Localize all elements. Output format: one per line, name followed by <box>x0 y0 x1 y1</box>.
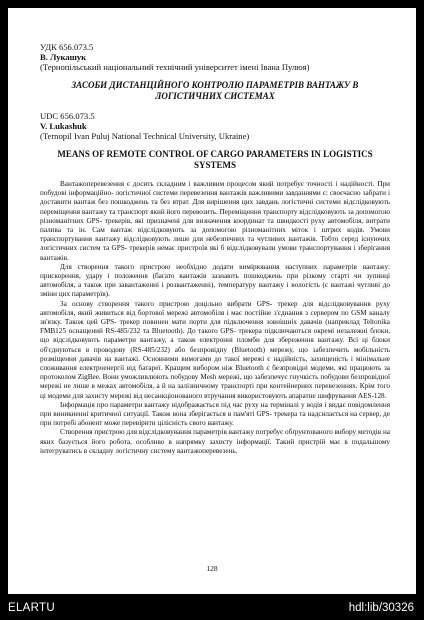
author-name-en: V. Lukashuk <box>40 121 87 131</box>
page-number: 128 <box>206 564 218 573</box>
handle-id: hdl:lib/30326 <box>348 602 414 614</box>
header-en <box>40 111 390 141</box>
paper-page <box>8 8 416 594</box>
paragraph: Створення пристрою для відслідковування параметрів вантажу потребує обґрунтованого вибору методів на яких базується його робота, особливо в напрямку захисту інформації. Такий пристрій має в подальшому інтегруватись в складну логістичну систему вантажоперевезень. <box>40 428 390 455</box>
paragraph: Для створення такого пристрою необхідно додати вимірювання наступних параметрів вантажу: прискорення, удару і положення (багато вантажів зазнають пошкоджень при різкому старті чи зупинці автомобіля, а також при завантаженні і розвантаженні), температуру вантажу і вологість (є вантажі чутливі до зміни цих параметрів). <box>40 262 390 299</box>
paper-body <box>40 180 390 456</box>
paper-title-en: MEANS OF REMOTE CONTROL OF CARGO PARAMETERS IN LOGISTICS SYSTEMS <box>57 149 373 170</box>
author-affiliation-en: (Ternopil Ivan Puluj National Technical University, Ukraine) <box>40 131 250 141</box>
paper-content <box>40 42 390 456</box>
header-ua <box>40 42 390 72</box>
paragraph: За основу створення такого пристрою доцільно вибрати GPS- трекер для відслідковування руху автомобіля, який живиться від бортової мережі автомобіля і має постійне з'єднання з сервером по GSM каналу зв'язку. Також цей GPS- трекер повинен мати порти для підключення зовнішніх давачів (наприклад Teltonika FMB125 оснащений RS-485/232 та Bluetooth). До такого GPS- трекера підключаються окремі незалежні блоки, що відслідковують параметри вантажу, а також електронні пломби для збереження вантажу. Всі ці блоки об'єднуються в проводову (RS-485/232) або безпровідну (Bluetooth) мережу, що забезпечить мобільність розміщення давачів на вантажі. Основними вимогами до такої мережі є надійність, захищеність і мінімальне споживання електроенергії від батареї. Кращим вибором ніж Bluetooth є безпровідні модеми, які працюють за протоколом ZigBee. Вони уможливлюють побудову Mesh мережі, що забезпечує гнучкість побудови безпровідної мережі не лише в межах автомобіля, а й на залізничному транспорті при контейнерних перевезеннях. Крім того ці модеми для захисту мережі від несанкціонованого втручання використовують апаратне шифрування AES-128. <box>40 299 390 400</box>
repository-name: ELARTU <box>8 602 55 614</box>
paragraph: Вантажоперевезення є досить складним і важливим процесом який потребує точності і надійності. При побудові інформаційно- логістичної системи перевезення вантажів важливими завданнями є: своєчасно забрати і доставити вантаж без пошкоджень та без втрат. Для вирішення цих завдань логістичні системи відслідковують переміщення вантажу та транспорт який його перевозить. Переміщення транспорту відслідковують за допомогою різноманітних GPS- трекерів, які призначені для визначення координат та швидкості руху автомобіля, витрати палива та ін. Сам вантаж відслідковують за допомогою різноманітних міток і штрих кодів. Умови транспортування вантажу відслідковують лише для небезпечних та чутливих вантажів. Тобто серед існуючих логістичних систем та GPS- трекерів немає пристроїв які б відслідковували умови транспортування і зберігання вантажів. <box>40 180 390 262</box>
paper-title-ua: ЗАСОБИ ДИСТАНЦІЙНОГО КОНТРОЛЮ ПАРАМЕТРІВ ВАНТАЖУ В ЛОГІСТИЧНИХ СИСТЕМАХ <box>71 80 359 101</box>
author-name: В. Лукашук <box>40 52 87 62</box>
paragraph: Інформація про параметри вантажу відображається під час руху на терміналі у водія і видає повідомлення при виникненні критичної ситуації. Також вона зберігається в пам'яті GPS- трекера та надсилається на сервер, де при потребі абонент може перевірити цілісність свого вантажу. <box>40 400 390 428</box>
udk-code: УДК 656.073.5 <box>40 42 94 52</box>
udc-code: UDC 656.073.5 <box>40 111 95 121</box>
author-affiliation: (Тернопільський національний технічний університет імені Івана Пулюя) <box>40 62 310 72</box>
repository-footer <box>0 596 424 620</box>
